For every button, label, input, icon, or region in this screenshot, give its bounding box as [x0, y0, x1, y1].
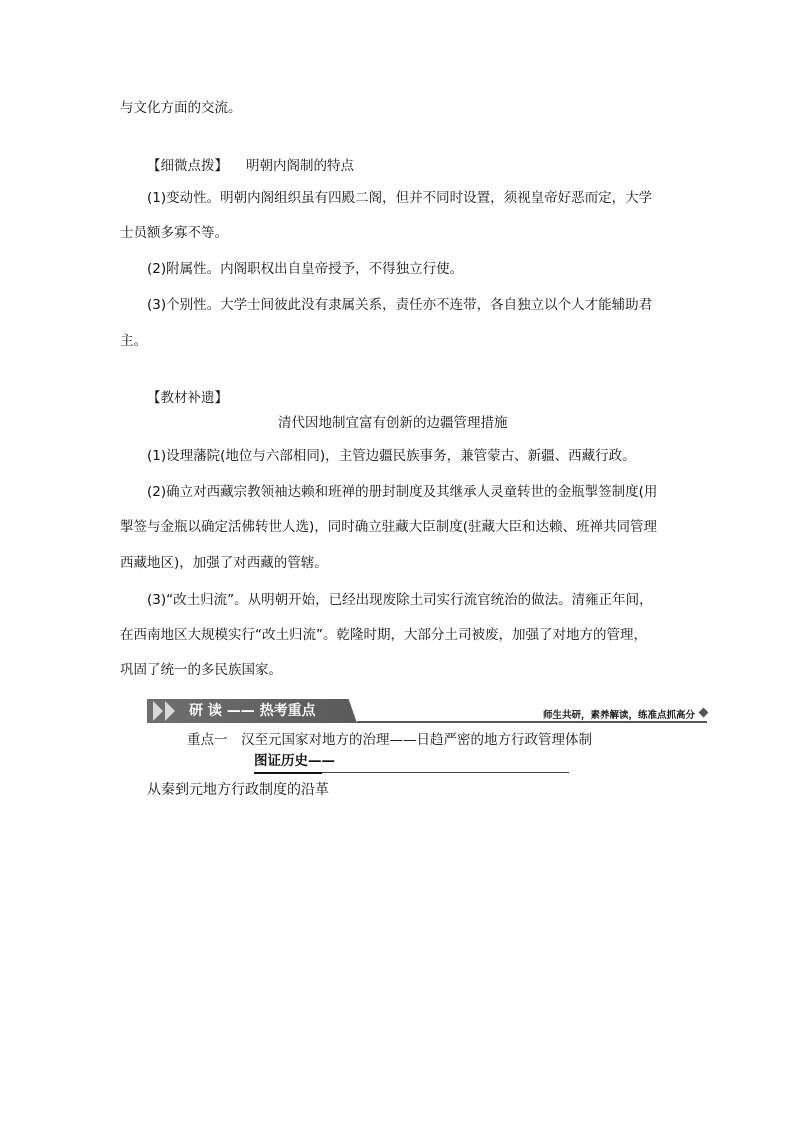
xiwei-heading: 【细微点拨】: [147, 158, 228, 174]
focus-title: 重点一 汉至元国家对地方的治理——日趋严密的地方行政管理体制: [187, 732, 592, 748]
xiwei-p2: (2)附属性。内阁职权出自皇帝授予，不得独立行使。: [147, 261, 464, 277]
xiwei-p1-line2: 士员额多寡不等。: [120, 225, 228, 241]
jiaocai-p2-line2: 掣签与金瓶以确定活佛转世人选)，同时确立驻藏大臣制度(驻藏大臣和达赖、班禅共同管理: [120, 519, 658, 535]
jiaocai-p2-line3: 西藏地区)，加强了对西藏的管辖。: [120, 555, 328, 571]
chevron-right-icon: [153, 701, 163, 721]
chevron-right-icon: [165, 701, 175, 721]
jiaocai-p3-line2: 在西南地区大规模实行“改土归流”。乾隆时期，大部分土司被废，加强了对地方的管理，: [120, 627, 647, 643]
focus-subtitle: 从秦到元地方行政制度的沿革: [147, 782, 329, 798]
banner-slogan: 师生共研，素养解读，练准点抓高分: [542, 710, 695, 721]
xiwei-p3-line1: (3)个别性。大学士间彼此没有隶属关系，责任亦不连带，各自独立以个人才能辅助君: [147, 297, 653, 313]
intro-paragraph-end: 与文化方面的交流。: [120, 100, 242, 116]
banner-label: 研 读 —— 热考重点: [189, 703, 316, 719]
section-banner: [147, 699, 707, 725]
tuzheng-underline: [254, 772, 322, 774]
xiwei-p1-line1: (1)变动性。明朝内阁组织虽有四殿二阁，但并不同时设置，须视皇帝好恶而定，大学: [147, 190, 653, 206]
jiaocai-title: 清代因地制宜富有创新的边疆管理措施: [278, 415, 508, 431]
tuzheng-label: 图证历史——: [254, 753, 335, 769]
xiwei-p3-line2: 主。: [120, 333, 147, 349]
jiaocai-p2-line1: (2)确立对西藏宗教领袖达赖和班禅的册封制度及其继承人灵童转世的金瓶掣签制度(用: [147, 484, 658, 500]
jiaocai-p3-line1: (3)“改土归流”。从明朝开始，已经出现废除土司实行流官统治的做法。清雍正年间，: [147, 592, 653, 608]
xiwei-heading-row: [147, 157, 354, 175]
diamond-icon: [699, 708, 709, 718]
banner-rule: [357, 721, 707, 723]
jiaocai-heading: 【教材补遗】: [147, 390, 228, 406]
xiwei-title: 明朝内阁制的特点: [246, 158, 354, 174]
jiaocai-p1: (1)设理藩院(地位与六部相同)，主管边疆民族事务，兼管蒙古、新疆、西藏行政。: [147, 448, 636, 464]
jiaocai-p3-line3: 巩固了统一的多民族国家。: [120, 662, 282, 678]
